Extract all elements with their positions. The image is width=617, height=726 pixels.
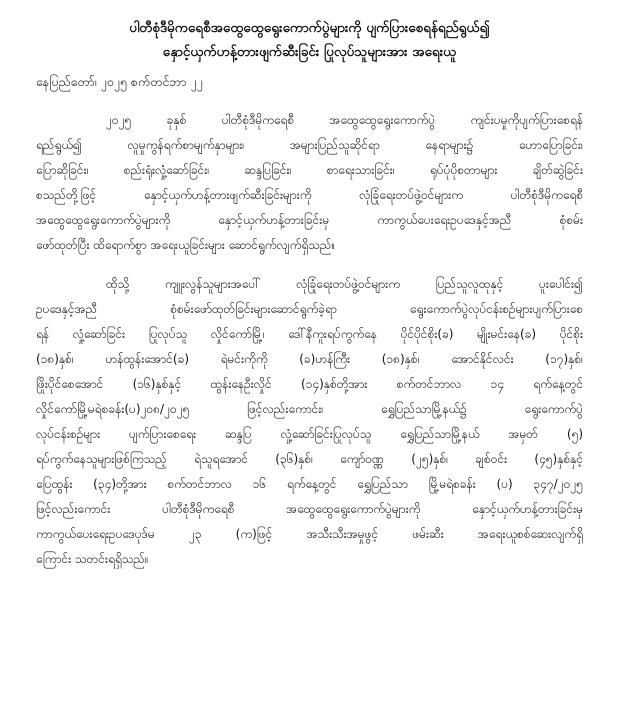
headline bbox=[36, 16, 583, 64]
paragraph-line: ၂၀၂၅ ခုနှစ် ပါတီစုံဒီမိုကရေစီ အထွေထွေရွေးကောက်ပွဲ ကျင်းပမှုကိုပျက်ပြားစေရန် bbox=[106, 113, 583, 127]
paragraph-line: လုပ်ငန်းစဉ်များ ပျက်ပြားစေရေး ဆန္ဒပြ လှုံ့ဆော်ခြင်းပြုလုပ်သူ ရွှေပြည်သာမြို့နယ် အမှတ် (၅) bbox=[36, 427, 583, 441]
paragraph-line: ဖော်ထုတ်ပြီး ထိရောက်စွာ အရေးယူခြင်းများ ဆောင်ရွက်လျက်ရှိသည်။ bbox=[36, 238, 336, 252]
paragraph-line: ဖြိုးပိုင်စေအောင် (၁၆)နှစ်နှင့် ထွန်းနေဦးလှိုင် (၁၄)နှစ်တို့အား စက်တင်ဘာလ ၁၄ ရက်နေ့တွင် bbox=[36, 377, 583, 391]
paragraph-line: ထိုသို့ ကျူးလွန်သူများအပေါ် လုံခြုံရေးတပ်ဖွဲ့ဝင်များက ပြည်သူလူထုနှင့် ပူးပေါင်း၍ bbox=[106, 277, 583, 291]
paragraph-line: ကြောင်း သတင်းရရှိသည်။ bbox=[36, 552, 149, 566]
paragraph-line: ရည်ရွယ်၍ လူမှုကွန်ရက်စာမျက်နှာများ၊ အများပြည်သူဆိုင်ရာ နေရာများ၌ ဟောပြောခြင်း၊ bbox=[36, 138, 583, 152]
dateline: နေပြည်တော်၊ ၂၀၂၅ စက်တင်ဘာ ၂၂ bbox=[36, 74, 203, 89]
paragraph-line: ပြောဆိုခြင်း၊ စည်းရုံးလှုံ့ဆော်ခြင်း၊ ဆန္ဒပြခြင်း၊ စာရေးသားခြင်း၊ ရုပ်ပုံပိုစတာများ ချိတ်ဆွဲခြင်း bbox=[36, 163, 583, 177]
headline-line-1: ပါတီစုံဒီမိုကရေစီအထွေထွေရွေးကောက်ပွဲများကို ပျက်ပြားစေရန်ရည်ရွယ်၍ bbox=[129, 20, 490, 36]
paragraph-line: ဥပဒေနှင့်အညီ စုံစမ်းဖော်ထုတ်ခြင်းများဆောင်ရွက်ခဲ့ရာ ရွေးကောက်ပွဲလုပ်ငန်းစဉ်များပျက်ပြားစေ bbox=[36, 302, 583, 316]
paragraph-line: ဖြင့်လည်းကောင်း ပါတီစုံဒီမိုကရေစီ အထွေထွေရွေးကောက်ပွဲများကို နှောင့်ယှက်ဟန့်တားခြင်းမှ bbox=[36, 502, 583, 516]
paragraph-2 bbox=[36, 272, 583, 572]
paragraph-line: (၁၈)နှစ်၊ ဟန်ထွန်းအောင်(ခ) ရဲမင်းကိုကို (ခ)ဟန်ကြီး (၁၈)နှစ်၊ အောင်နိုင်လင်း (၁၇)နှစ်၊ bbox=[36, 352, 583, 366]
paragraph-line: ပြေထွန်း (၃၄)တို့အား စက်တင်ဘာလ ၁၆ ရက်နေ့တွင် ရွှေပြည်သာ မြို့မရဲစခန်း (ပ) ၃၄၇/၂၀၂၅ bbox=[36, 477, 583, 491]
paragraph-line: ရပ်ကွက်နေသူများဖြစ်ကြသည့် ရဲသူရအောင် (၃၆)နှစ်၊ ကျော်ဝဏ္ဏ (၂၅)နှစ်၊ ချစ်ဝင်း (၄၅)နှစ်နှင့် bbox=[36, 452, 583, 466]
paragraph-1 bbox=[36, 108, 583, 258]
paragraph-line: စသည်တို့ဖြင့် နှောင့်ယှက်ဟန့်တားဖျက်ဆီးခြင်းများကို လုံခြုံရေးတပ်ဖွဲ့ဝင်များက ပါတီစုံဒီမိုကရေစီ bbox=[36, 188, 583, 202]
paragraph-line: ကာကွယ်ပေးရေးဥပဒေပုဒ်မ ၂၃ (က)ဖြင့် အသီးသီးအမှုဖွင့် ဖမ်းဆီး အရေးယူစစ်ဆေးလျက်ရှိ bbox=[36, 527, 583, 541]
paragraph-line: လှိုင်ကော်မြို့မရဲစခန်း(ပ)၂၀၈/၂၀၂၅ ဖြင့်လည်းကောင်း၊ ရွှေပြည်သာမြို့နယ်၌ ရွေးကောက်ပွဲ bbox=[36, 402, 583, 416]
paragraph-line: ရန် လှုံ့ဆော်ခြင်း ပြုလုပ်သူ လှိုင်ကော်မြို့၊ ဒေါ်နီကူးရပ်ကွက်နေ ပိုင်ပိုင်စိုး(ခ) မျိုးမင်းနေ(ခ) ပိုင်စိုး bbox=[36, 327, 583, 341]
paragraph-line: အထွေထွေရွေးကောက်ပွဲများကို နှောင့်ယှက်ဟန့်တားခြင်းမှ ကာကွယ်ပေးရေးဥပဒေနှင့်အညီ စုံစမ်း bbox=[36, 213, 583, 227]
headline-line-2: နှောင့်ယှက်ဟန့်တားဖျက်ဆီးခြင်း ပြုလုပ်သူများအား အရေးယူ bbox=[162, 44, 457, 60]
